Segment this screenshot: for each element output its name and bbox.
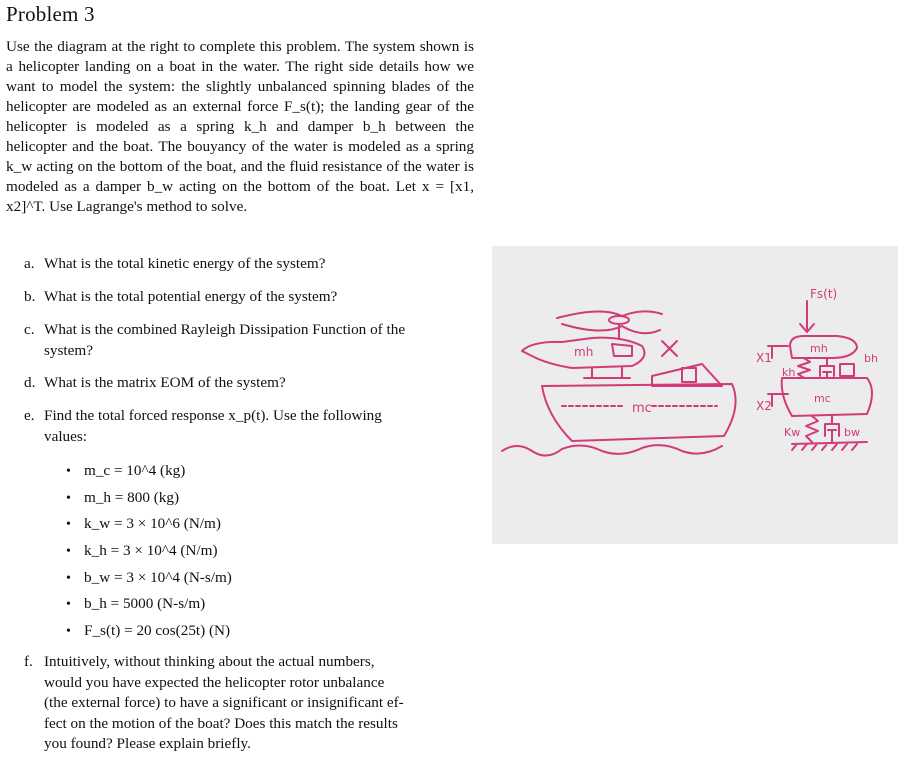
- question-f-line1: Intuitively, without thinking about the actual numbers,: [44, 653, 375, 670]
- helicopter-window: [612, 344, 632, 356]
- value-item: • m_h = 800 (kg): [66, 488, 180, 506]
- rotor-blade: [562, 324, 660, 333]
- spring-kw: [806, 416, 818, 442]
- question-c: [24, 320, 405, 361]
- question-f-line5: you found? Please explain briefly.: [44, 735, 251, 752]
- question-f-line3: (the external force) to have a significant or insignificant ef-: [44, 694, 404, 711]
- question-e: [24, 406, 382, 447]
- kh-label: kh: [782, 366, 796, 379]
- question-b: [24, 287, 337, 308]
- question-a: [24, 254, 325, 275]
- question-f-label: f.: [24, 653, 33, 670]
- problem-intro: Use the diagram at the right to complete this problem. The system shown is a helicopter landing on a boat in the water. The right side details how we want to model the system: the slightly unbalanced spinning blades of the helicopter are modeled as an external force F_s(t); the landing gear of the helicopter is modeled as a spring k_h and damper b_h between the helicopter and the boat. The bouyancy of the water is modeled as a spring k_w acting on the bottom of the boat, and the fluid resistance of the water is modeled as a damper b_w acting on the bottom of the boat. Let x = [x1, x2]^T. Use Lagrange's method to solve.: [6, 38, 474, 215]
- damper-bh: [820, 358, 834, 378]
- x1-label: X1: [756, 351, 772, 365]
- value-item: • F_s(t) = 20 cos(25t) (N): [66, 622, 231, 640]
- ground-hatch: [792, 442, 867, 450]
- question-c-label: c.: [24, 321, 35, 338]
- question-e-line2: values:: [44, 427, 88, 445]
- question-f-line4: fect on the motion of the boat? Does this match the results: [44, 714, 398, 732]
- question-d-text: What is the matrix EOM of the system?: [44, 374, 286, 391]
- question-e-label: e.: [24, 407, 35, 424]
- force-arrow: [800, 301, 814, 332]
- helicopter-boat-sketch: [492, 246, 898, 544]
- question-c-line1: What is the combined Rayleigh Dissipation Function of the: [44, 321, 406, 338]
- question-a-label: a.: [24, 255, 35, 272]
- spring-kh: [798, 358, 810, 378]
- rotor-hub: [609, 316, 629, 324]
- value-item: • k_h = 3 × 10^4 (N/m): [66, 542, 218, 560]
- mh-left-label: mh: [574, 345, 594, 359]
- problem-title: Problem 3: [6, 2, 95, 26]
- question-d: [24, 373, 286, 394]
- value-item: • b_h = 5000 (N-s/m): [66, 595, 206, 613]
- mc-right-label: mc: [814, 392, 831, 405]
- question-d-label: d.: [24, 374, 36, 391]
- question-f-line2: would you have expected the helicopter rotor unbalance: [44, 673, 385, 691]
- cabin-window: [682, 368, 696, 382]
- damper-bw: [825, 416, 839, 442]
- kw-label: Kw: [784, 426, 801, 439]
- value-item: • b_w = 3 × 10^4 (N-s/m): [66, 568, 232, 586]
- rotor-blade: [557, 311, 662, 318]
- tail-rotor: [662, 341, 677, 356]
- value-item: • k_w = 3 × 10^6 (N/m): [66, 515, 221, 533]
- bh-label: bh: [864, 352, 878, 365]
- mh-right-label: mh: [810, 342, 828, 355]
- diagram-photo: [492, 246, 898, 544]
- question-a-text: What is the total kinetic energy of the system?: [44, 255, 326, 272]
- cabin-window-right: [840, 364, 854, 376]
- question-f: [24, 652, 404, 755]
- values-list: [66, 458, 232, 645]
- question-c-line2: system?: [44, 341, 93, 359]
- question-b-text: What is the total potential energy of the system?: [44, 288, 338, 305]
- value-item: • m_c = 10^4 (kg): [66, 462, 186, 479]
- x2-label: X2: [756, 399, 772, 413]
- bw-label: bw: [844, 426, 860, 439]
- question-b-label: b.: [24, 288, 36, 305]
- mc-left-label: mc: [632, 401, 652, 416]
- landing-gear: [584, 368, 630, 378]
- water-line: [502, 445, 722, 455]
- fs-label: Fs(t): [810, 287, 838, 301]
- question-e-line1: Find the total forced response x_p(t). Use the following: [44, 407, 382, 424]
